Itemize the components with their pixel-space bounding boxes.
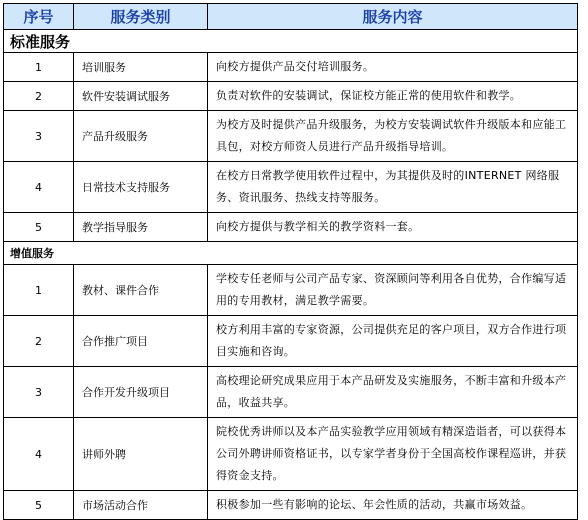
row-number: 2 (4, 82, 74, 111)
services-table (3, 3, 578, 520)
row-number: 5 (4, 213, 74, 242)
header-number: 序号 (4, 4, 74, 30)
row-number: 1 (4, 265, 74, 316)
row-service-content: 为校方及时提供产品升级服务，为校方安装调试软件升级版本和应能工具包，对校方师资人员进行产品升级指导培训。 (208, 111, 578, 162)
table-row (4, 111, 578, 162)
row-number: 5 (4, 491, 74, 520)
row-number: 1 (4, 53, 74, 82)
row-service-type: 教学指导服务 (74, 213, 208, 242)
section-value-added (4, 242, 578, 265)
section-title: 标准服务 (4, 30, 578, 53)
section-title: 增值服务 (4, 242, 578, 265)
table-row (4, 491, 578, 520)
row-number: 4 (4, 418, 74, 491)
header-service-type: 服务类别 (74, 4, 208, 30)
row-service-type: 培训服务 (74, 53, 208, 82)
table-row (4, 316, 578, 367)
table-row (4, 367, 578, 418)
section-standard (4, 30, 578, 53)
table-row (4, 53, 578, 82)
row-service-type: 产品升级服务 (74, 111, 208, 162)
row-number: 3 (4, 111, 74, 162)
row-service-type: 市场活动合作 (74, 491, 208, 520)
row-service-content: 校方利用丰富的专家资源，公司提供充足的客户项目，双方合作进行项目实施和咨询。 (208, 316, 578, 367)
table-row (4, 213, 578, 242)
row-service-type: 软件安装调试服务 (74, 82, 208, 111)
table-row (4, 265, 578, 316)
row-service-content: 高校理论研究成果应用于本产品研发及实施服务，不断丰富和升级本产品，收益共享。 (208, 367, 578, 418)
row-service-content: 在校方日常教学使用软件过程中，为其提供及时的INTERNET 网络服务、资讯服务、热线支持等服务。 (208, 162, 578, 213)
row-number: 4 (4, 162, 74, 213)
row-service-type: 讲师外聘 (74, 418, 208, 491)
header-service-content: 服务内容 (208, 4, 578, 30)
row-service-type: 合作开发升级项目 (74, 367, 208, 418)
row-service-type: 日常技术支持服务 (74, 162, 208, 213)
row-service-type: 合作推广项目 (74, 316, 208, 367)
row-service-content: 向校方提供产品交付培训服务。 (208, 53, 578, 82)
table-row (4, 418, 578, 491)
row-number: 2 (4, 316, 74, 367)
row-service-content: 向校方提供与教学相关的教学资料一套。 (208, 213, 578, 242)
row-service-content: 积极参加一些有影响的论坛、年会性质的活动，共赢市场效益。 (208, 491, 578, 520)
row-service-type: 教材、课件合作 (74, 265, 208, 316)
table-row (4, 162, 578, 213)
row-number: 3 (4, 367, 74, 418)
row-service-content: 负责对软件的安装调试，保证校方能正常的使用软件和教学。 (208, 82, 578, 111)
table-header (4, 4, 578, 30)
row-service-content: 学校专任老师与公司产品专家、资深顾问等利用各自优势，合作编写适用的专用教材，满足教学需要。 (208, 265, 578, 316)
table-row (4, 82, 578, 111)
row-service-content: 院校优秀讲师以及本产品实验教学应用领域有精深造诣者，可以获得本公司外聘讲师资格证书，以专家学者身份于全国高校作课程巡讲，并获得资金支持。 (208, 418, 578, 491)
